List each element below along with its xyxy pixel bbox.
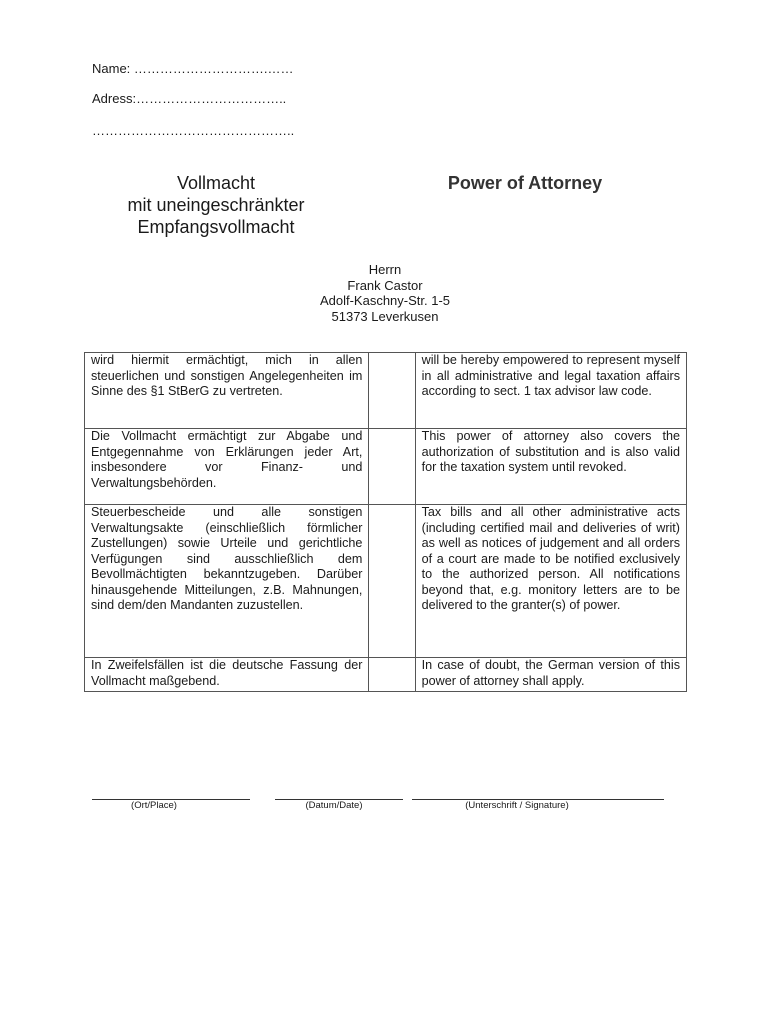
checkbox-cell xyxy=(369,429,415,505)
clause-german: Die Vollmacht ermächtigt zur Abgabe und Entgegennahme von Erklärungen jeder Art, insbesondere vor Finanz- und Verwaltungsbehörden. xyxy=(85,429,369,505)
clause-english: In case of doubt, the German version of this power of attorney shall apply. xyxy=(415,658,686,692)
checkbox-cell xyxy=(369,658,415,692)
recipient-city: 51373 Leverkusen xyxy=(331,308,439,324)
clause-english: will be hereby empowered to represent myself in all administrative and legal taxation affairs according to sect. 1 tax advisor law code. xyxy=(415,353,686,429)
address-field-line: Adress:…………………………….. xyxy=(92,91,287,106)
clause-english: This power of attorney also covers the authorization of substitution and is also valid for the taxation system until revoked. xyxy=(415,429,686,505)
clause-english: Tax bills and all other administrative acts (including certified mail and deliveries of writ) as well as notices of judgement and all orders of a court are made to be notified exclusively to the authorized person. All notifications beyond that, e.g. monitory letters are to be delivered to the granter(s) of power. xyxy=(415,505,686,658)
recipient-street: Adolf-Kaschny-Str. 1-5 xyxy=(319,293,451,308)
title-german-line-1: Vollmacht xyxy=(176,173,256,193)
title-german-line-2: mit uneingeschränkter xyxy=(127,195,305,215)
checkbox-cell xyxy=(369,353,415,429)
checkbox-cell xyxy=(369,505,415,658)
recipient-address xyxy=(285,262,485,324)
clauses-table xyxy=(84,352,687,692)
signature-label: (Unterschrift / Signature) xyxy=(465,800,569,811)
place-label: (Ort/Place) xyxy=(131,800,177,811)
recipient-salutation: Herrn xyxy=(368,262,402,277)
table-row xyxy=(85,429,687,505)
title-english: Power of Attorney xyxy=(447,173,603,193)
name-field-line: Name: ………………………….…… xyxy=(92,61,294,76)
clause-german: In Zweifelsfällen ist die deutsche Fassung der Vollmacht maßgebend. xyxy=(85,658,369,692)
address-field-line-2: ……………………………………….. xyxy=(92,123,295,138)
clause-german: wird hiermit ermächtigt, mich in allen steuerlichen und sonstigen Angelegenheiten im Sinne des §1 StBerG zu vertreten. xyxy=(85,353,369,429)
clause-german: Steuerbescheide und alle sonstigen Verwaltungsakte (einschließlich förmlicher Zustellungen) sowie Urteile und gerichtliche Verfügungen sind ausschließlich dem Bevollmächtigten bekanntzugeben. Darüber hinausgehende Mitteilungen, z.B. Mahnungen, sind dem/den Mandanten zuzustellen. xyxy=(85,505,369,658)
date-label: (Datum/Date) xyxy=(305,800,363,811)
table-row xyxy=(85,353,687,429)
title-german xyxy=(80,172,352,238)
table-row xyxy=(85,658,687,692)
title-german-line-3: Empfangsvollmacht xyxy=(137,217,295,237)
table-row xyxy=(85,505,687,658)
recipient-name: Frank Castor xyxy=(347,277,423,293)
